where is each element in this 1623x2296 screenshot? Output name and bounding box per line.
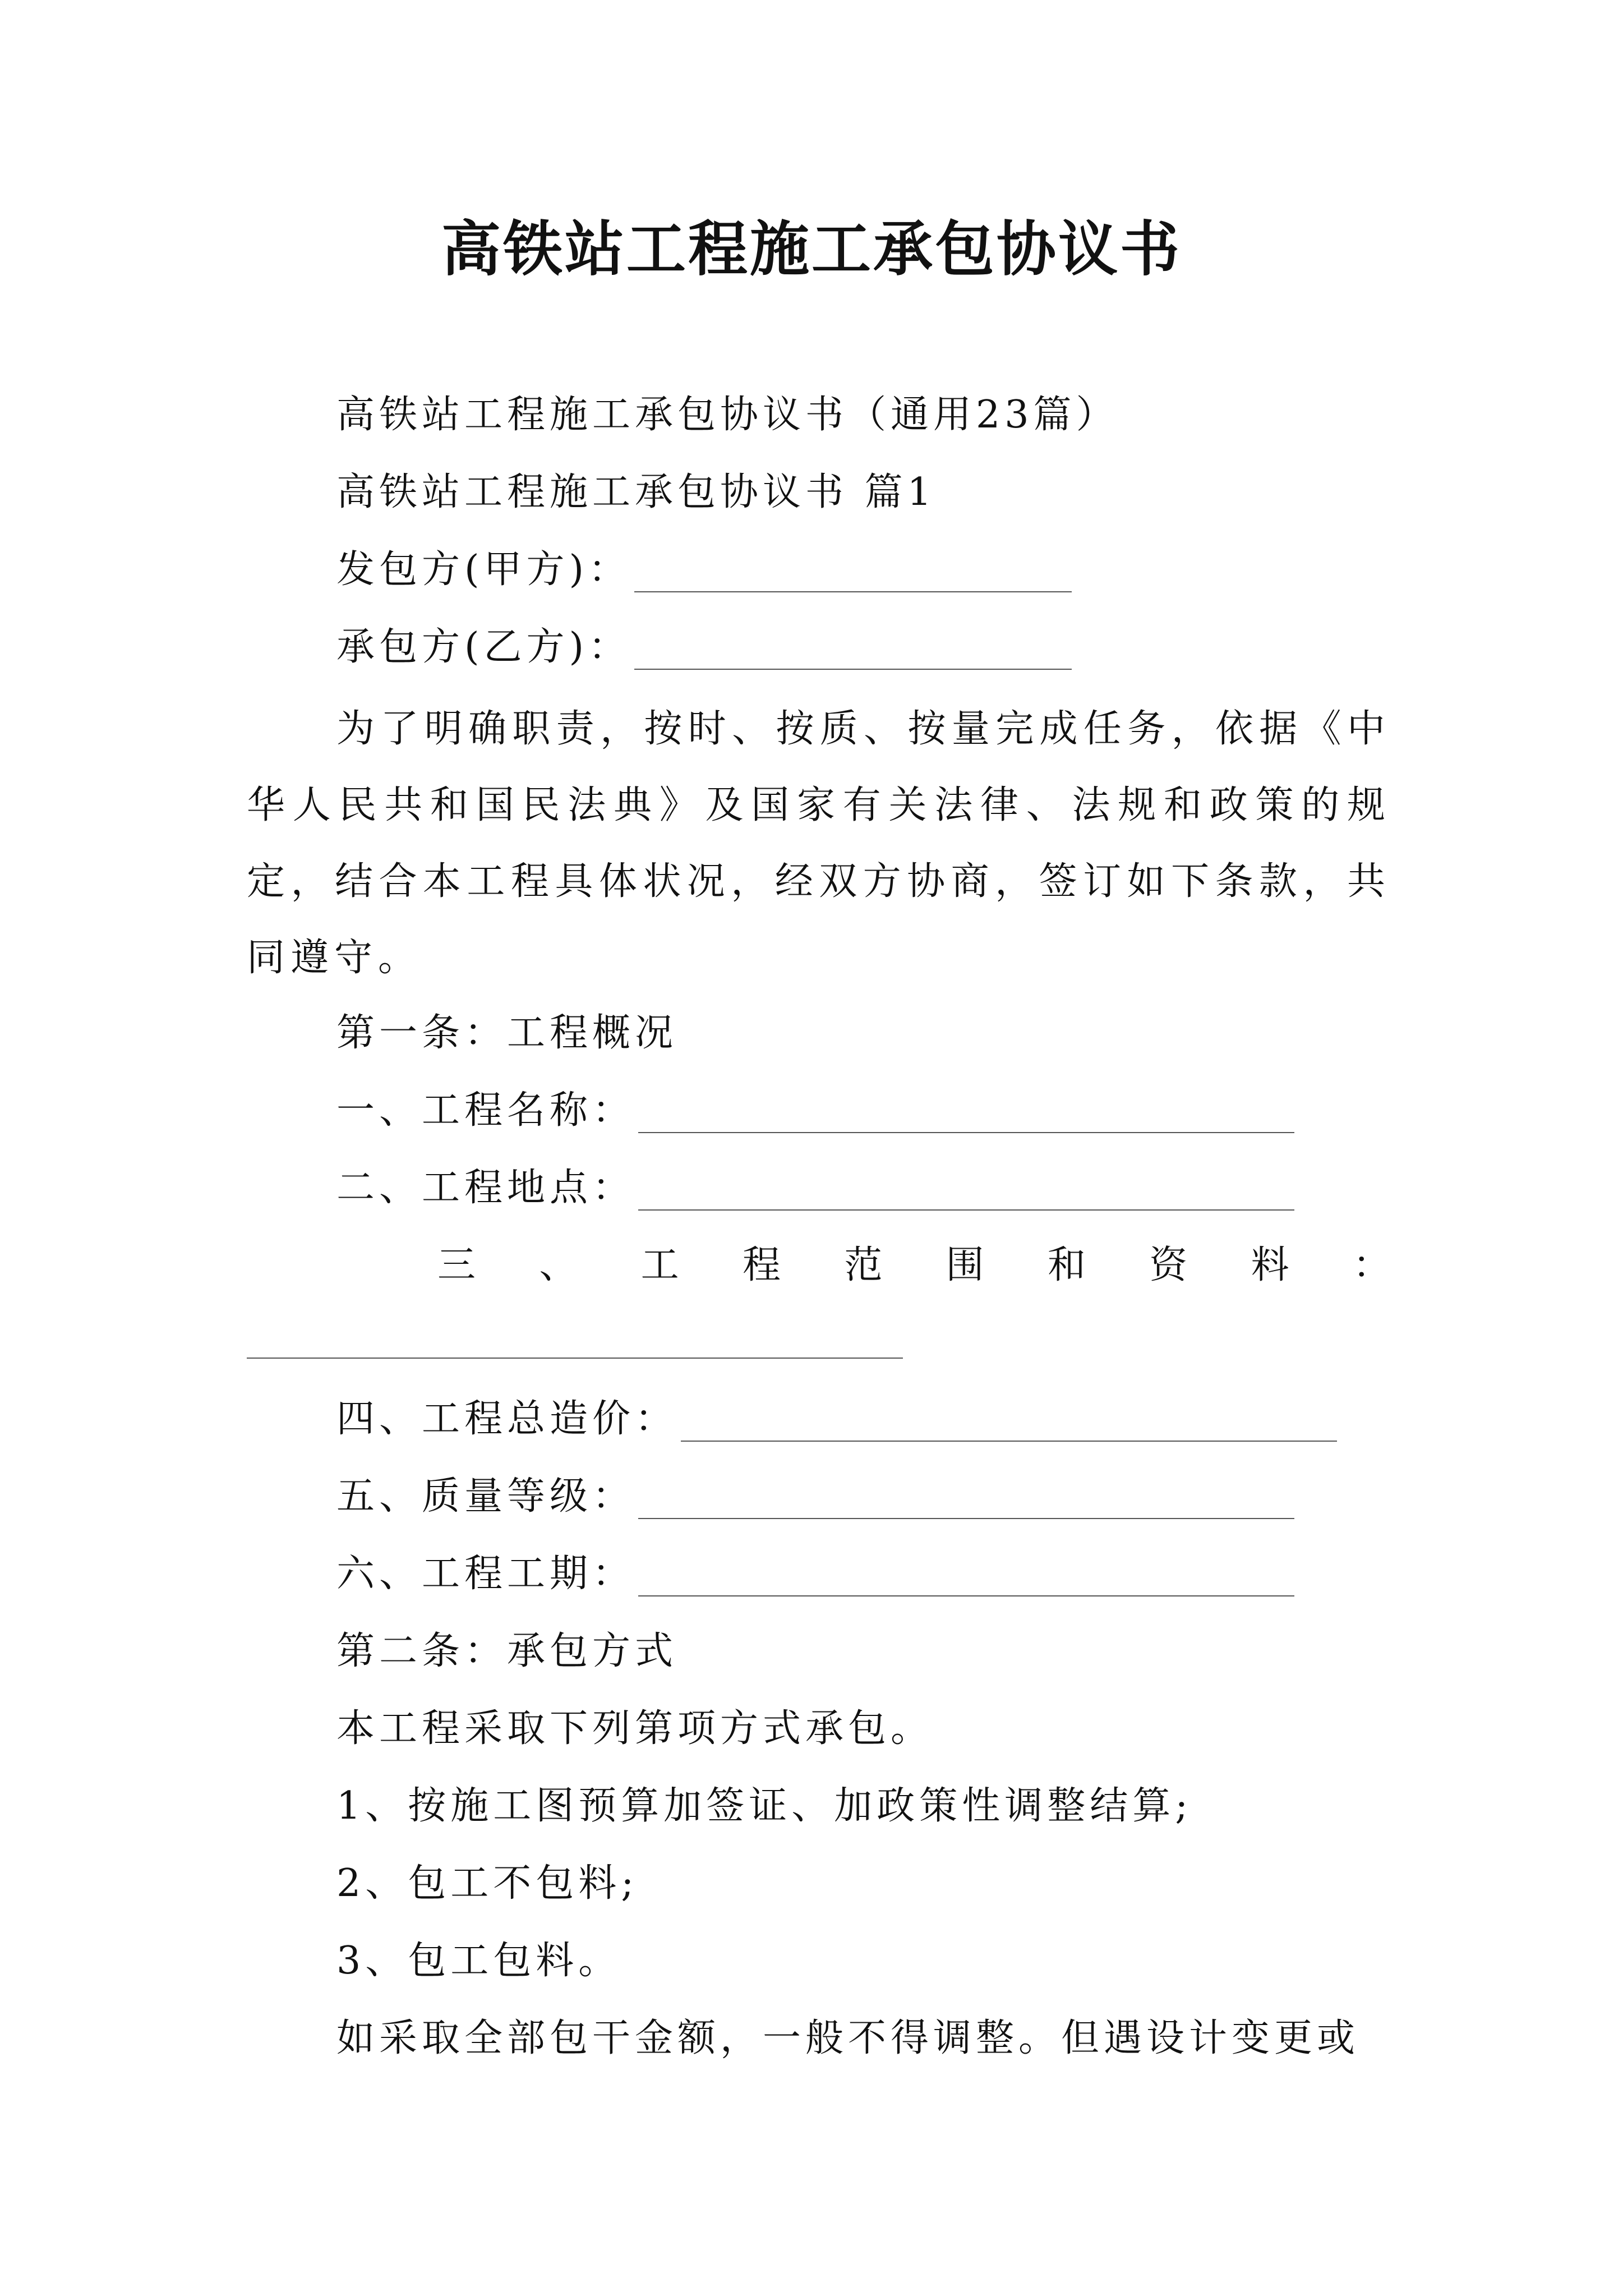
- total-cost-label: 四、工程总造价：: [336, 1397, 678, 1441]
- construction-period-line: [336, 1552, 1294, 1596]
- contract-method-1: 1、按施工图预算加签证、加政策性调整结算;: [336, 1784, 1193, 1828]
- scope-char: 围: [946, 1243, 984, 1287]
- project-scope-line: [437, 1243, 1391, 1288]
- quality-level-blank: [638, 1479, 1294, 1519]
- scope-char: 范: [844, 1243, 883, 1287]
- project-location-blank: [638, 1170, 1294, 1211]
- scope-char: 和: [1047, 1243, 1086, 1287]
- intro-paragraph: 为了明确职责，按时、按质、按量完成任务，依据《中华人民共和国民法典》及国家有关法律、法规和政策的规定，结合本工程具体状况，经双方协商，签订如下条款，共同遵守。: [247, 707, 1391, 980]
- project-name-label: 一、工程名称：: [336, 1088, 635, 1133]
- scope-char: 三: [437, 1243, 476, 1287]
- project-scope-blank: [247, 1358, 903, 1359]
- project-location-line: [336, 1166, 1294, 1211]
- lump-sum-paragraph-start: 如采取全部包干金额，一般不得调整。但遇设计变更或: [336, 2016, 1360, 2060]
- scope-char: 程: [742, 1243, 781, 1287]
- party-a-line: [336, 547, 1072, 592]
- contract-method-intro: 本工程采取下列第项方式承包。: [336, 1706, 934, 1751]
- quality-level-line: [336, 1474, 1294, 1519]
- article-1-heading: 第一条：工程概况: [336, 1011, 678, 1055]
- scope-char: ：: [1352, 1243, 1391, 1287]
- contract-method-3: 3、包工包料。: [336, 1939, 621, 1983]
- scope-char: 、: [539, 1243, 578, 1287]
- project-name-blank: [638, 1093, 1294, 1133]
- document-title: 高铁站工程施工承包协议书: [441, 214, 1182, 284]
- quality-level-label: 五、质量等级：: [336, 1474, 635, 1519]
- project-name-line: [336, 1088, 1294, 1133]
- project-location-label: 二、工程地点：: [336, 1166, 635, 1210]
- party-a-label: 发包方(甲方)：: [336, 547, 631, 592]
- contract-method-2: 2、包工不包料;: [336, 1861, 639, 1906]
- total-cost-line: [336, 1397, 1337, 1442]
- scope-char: 工: [640, 1243, 679, 1287]
- scope-char: 料: [1251, 1243, 1289, 1287]
- scope-char: 资: [1149, 1243, 1188, 1287]
- party-b-label: 承包方(乙方)：: [336, 625, 631, 669]
- party-b-blank: [634, 629, 1072, 670]
- total-cost-blank: [681, 1401, 1337, 1442]
- construction-period-label: 六、工程工期：: [336, 1552, 635, 1596]
- article-2-heading: 第二条：承包方式: [336, 1629, 678, 1673]
- party-b-line: [336, 625, 1072, 670]
- part-heading: 高铁站工程施工承包协议书 篇1: [336, 470, 936, 514]
- party-a-blank: [634, 552, 1072, 592]
- construction-period-blank: [638, 1556, 1294, 1596]
- document-subtitle: 高铁站工程施工承包协议书（通用23篇）: [336, 393, 1119, 437]
